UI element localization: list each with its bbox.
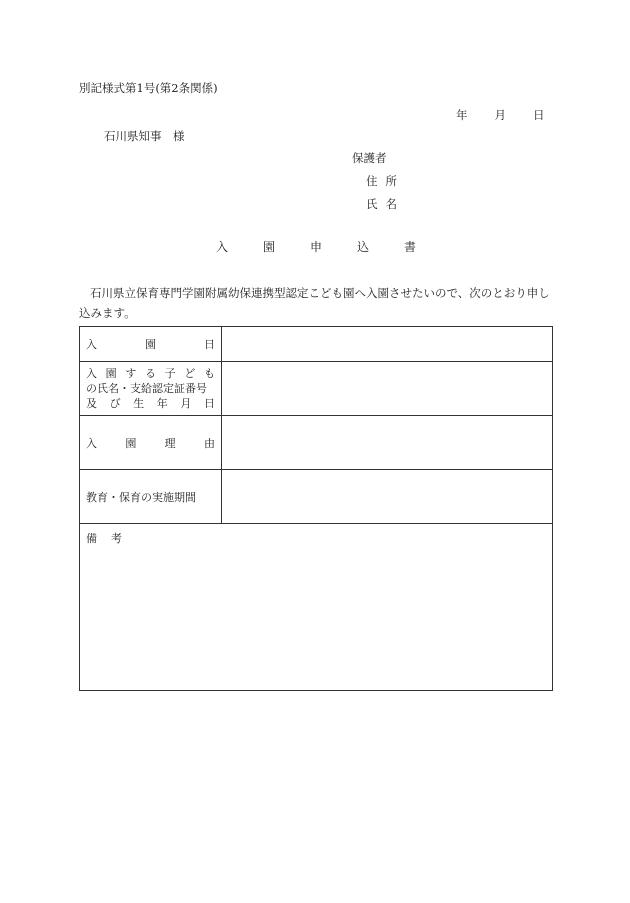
address-label: 住所	[366, 174, 405, 188]
period-field[interactable]	[222, 470, 553, 524]
child-info-label	[80, 362, 222, 416]
title-char: 書	[403, 240, 416, 254]
entry-date-label	[80, 327, 222, 362]
application-statement: 石川県立保育専門学園附属幼保連携型認定こども園へ入園させたいので、次のとおり申し込みます。	[79, 286, 550, 320]
title-char: 込	[356, 240, 369, 254]
application-form-table	[79, 326, 553, 691]
label-char: 由	[203, 436, 215, 450]
label-char: 園	[125, 436, 137, 450]
date-day-label: 日	[533, 108, 545, 122]
table-row	[80, 470, 553, 524]
label-char: 園	[105, 367, 117, 380]
title-char: 申	[309, 240, 322, 254]
label-char: 生	[133, 397, 145, 410]
remarks-label: 備考	[86, 532, 136, 545]
date-line	[456, 107, 545, 123]
label-char: す	[125, 367, 137, 380]
label-char: 月	[180, 397, 192, 410]
label-char: 子	[164, 367, 176, 380]
date-year-label: 年	[456, 108, 468, 122]
addressee: 石川県知事 様	[104, 129, 185, 143]
label-char: び	[109, 397, 121, 410]
label-char: 日	[203, 397, 215, 410]
entry-reason-label	[80, 416, 222, 470]
document-title	[216, 238, 416, 255]
entry-reason-field[interactable]	[222, 416, 553, 470]
label-char: 日	[204, 338, 215, 351]
label-char: 及	[86, 397, 97, 410]
table-row	[80, 524, 553, 691]
remarks-cell[interactable]	[80, 524, 553, 691]
label-char: 園	[145, 338, 156, 351]
label-char: 理	[164, 436, 176, 450]
entry-date-field[interactable]	[222, 327, 553, 362]
label-char: 年	[156, 397, 168, 410]
child-info-field[interactable]	[222, 362, 553, 416]
label-char: も	[203, 367, 215, 380]
form-number: 別記様式第1号(第2条関係)	[79, 81, 218, 95]
label-char: る	[144, 367, 156, 380]
label-char: 入	[86, 338, 97, 351]
label-char: ど	[184, 367, 196, 380]
table-row	[80, 362, 553, 416]
period-label: 教育・保育の実施期間	[80, 470, 222, 524]
table-row	[80, 416, 553, 470]
title-char: 園	[262, 240, 275, 254]
label-char: 入	[86, 367, 97, 380]
title-char: 入	[216, 240, 229, 254]
label-line: の氏名・支給認定証番号	[86, 382, 207, 395]
date-month-label: 月	[494, 108, 506, 122]
name-label: 氏名	[366, 197, 405, 211]
guardian-label: 保護者	[352, 151, 387, 165]
table-row	[80, 327, 553, 362]
label-char: 入	[86, 436, 97, 450]
